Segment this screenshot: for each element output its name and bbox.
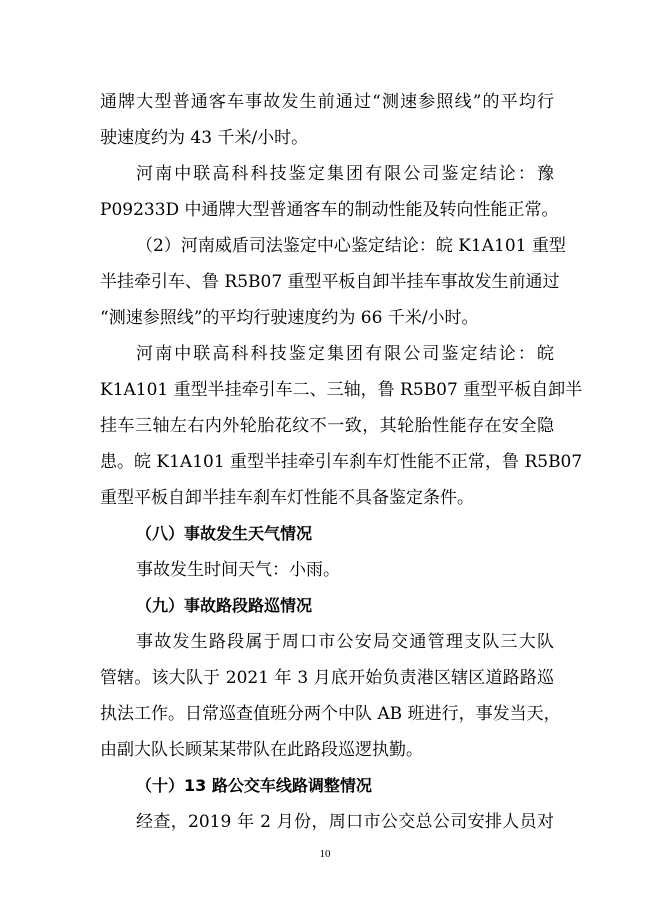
body-text-line: 管辖。该大队于 2021 年 3 月底开始负责港区辖区道路路巡 — [100, 668, 554, 688]
body-text-line: 经查，2019 年 2 月份，周口市公交总公司安排人员对 — [136, 812, 554, 832]
body-text-line: 半挂牵引车、鲁 R5B07 重型平板自卸半挂车事故发生前通过 — [100, 272, 560, 292]
body-text-line: P09233D 中通牌大型普通客车的制动性能及转向性能正常。 — [100, 200, 559, 220]
body-text-line: 事故发生路段属于周口市公安局交通管理支队三大队 — [136, 632, 554, 652]
body-text-line: 河南中联高科科技鉴定集团有限公司鉴定结论：豫 — [136, 164, 554, 184]
body-text-line: 重型平板自卸半挂车刹车灯性能不具备鉴定条件。 — [100, 488, 474, 508]
body-text-line: 患。皖 K1A101 重型半挂牵引车刹车灯性能不正常，鲁 R5B07 — [100, 452, 583, 472]
section-heading-bus-route: （十）13 路公交车线路调整情况 — [136, 776, 372, 795]
body-text-line: （2）河南威盾司法鉴定中心鉴定结论：皖 K1A101 重型 — [136, 236, 566, 256]
body-text-line: K1A101 重型半挂牵引车二、三轴，鲁 R5B07 重型平板自卸半 — [100, 380, 583, 400]
body-text-line: 挂车三轴左右内外轮胎花纹不一致，其轮胎性能存在安全隐 — [100, 416, 554, 436]
body-text-line: 河南中联高科科技鉴定集团有限公司鉴定结论：皖 — [136, 344, 554, 364]
body-text-line: 执法工作。日常巡查值班分两个中队 AB 班进行，事发当天， — [100, 704, 561, 724]
body-text-line: 通牌大型普通客车事故发生前通过“测速参照线”的平均行 — [100, 92, 554, 112]
body-text-line: 由副大队长顾某某带队在此路段巡逻执勤。 — [100, 740, 423, 760]
section-heading-weather: （八）事故发生天气情况 — [136, 524, 313, 543]
body-text-line: 驶速度约为 43 千米/小时。 — [100, 128, 309, 148]
body-text-line: “测速参照线”的平均行驶速度约为 66 千米/小时。 — [100, 308, 479, 328]
section-heading-patrol: （九）事故路段路巡情况 — [136, 596, 313, 615]
page-number: 10 — [319, 848, 331, 860]
body-text-line: 事故发生时间天气：小雨。 — [136, 560, 340, 580]
